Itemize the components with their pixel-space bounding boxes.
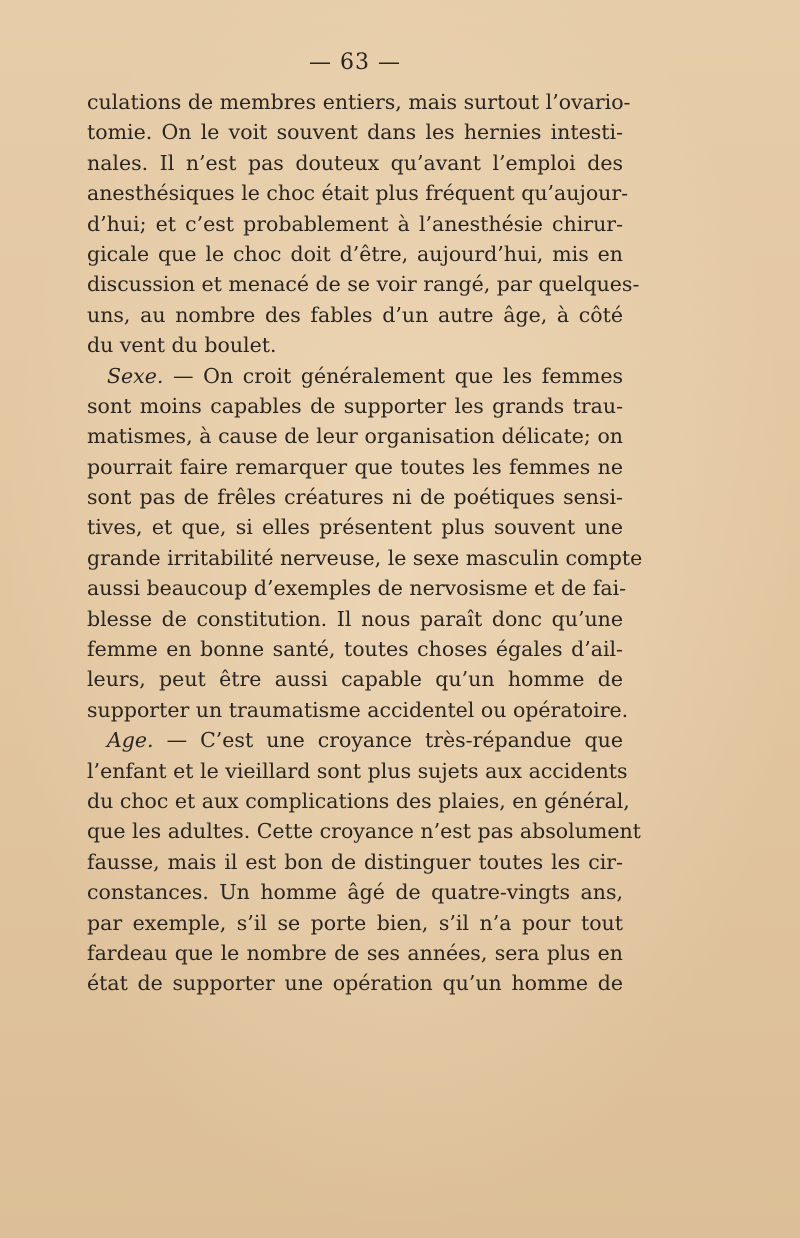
text-line: blesse de constitution. Il nous paraît donc qu’une: [87, 606, 623, 631]
text-line: culations de membres entiers, mais surtout l’ovario-: [87, 90, 631, 114]
text-line: supporter un traumatisme accidentel ou opératoire.: [87, 697, 629, 722]
text-line: du choc et aux complications des plaies, en général,: [87, 788, 630, 813]
text-line: femme en bonne santé, toutes choses égales d’ail-: [87, 637, 623, 662]
text-line: sont pas de frêles créatures ni de poétiques sensi-: [87, 485, 623, 510]
text-line: du vent du boulet.: [87, 333, 277, 358]
text-line: tives, et que, si elles présentent plus souvent une: [87, 515, 623, 540]
text-line: l’enfant et le vieillard sont plus sujets aux accidents: [87, 758, 628, 783]
text-line: tomie. On le voit souvent dans les hernies intesti-: [87, 120, 623, 145]
page-number: — 63 —: [309, 50, 401, 75]
text-line: discussion et menacé de se voir rangé, par quelques-: [87, 272, 640, 297]
text-line: constances. Un homme âgé de quatre-vingts ans,: [87, 880, 623, 905]
text-line: leurs, peut être aussi capable qu’un homme de: [87, 667, 623, 692]
section-title-age: Age.: [107, 728, 154, 753]
section-title-sexe: Sexe.: [107, 363, 164, 388]
text-line: fardeau que le nombre de ses années, sera plus en: [87, 940, 623, 965]
body-text: [87, 87, 643, 999]
text-line: aussi beaucoup d’exemples de nervosisme et de fai-: [87, 576, 627, 601]
text-line: pourrait faire remarquer que toutes les femmes ne: [87, 454, 623, 479]
text-line: d’hui; et c’est probablement à l’anesthésie chirur-: [87, 211, 623, 236]
text-line: nales. Il n’est pas douteux qu’avant l’emploi des: [87, 150, 623, 175]
text-line: gicale que le choc doit d’être, aujourd’hui, mis en: [87, 241, 623, 266]
text-line: état de supporter une opération qu’un homme de: [87, 971, 623, 996]
text-line: sont moins capables de supporter les grands trau-: [87, 393, 623, 418]
text-line: que les adultes. Cette croyance n’est pas absolument: [87, 819, 641, 844]
text-line: par exemple, s’il se porte bien, s’il n’a pour tout: [87, 910, 623, 935]
text-line: uns, au nombre des fables d’un autre âge, à côté: [87, 302, 623, 327]
text-line: grande irritabilité nerveuse, le sexe masculin compte: [87, 545, 643, 570]
text-line: matismes, à cause de leur organisation délicate; on: [87, 424, 623, 449]
text-line: fausse, mais il est bon de distinguer toutes les cir-: [87, 849, 623, 874]
section-heading-line: Sexe. — On croit généralement que les femmes: [107, 363, 623, 388]
section-heading-line: Age. — C’est une croyance très-répandue que: [107, 728, 623, 753]
text-line: anesthésiques le choc était plus fréquent qu’aujour-: [87, 181, 629, 206]
